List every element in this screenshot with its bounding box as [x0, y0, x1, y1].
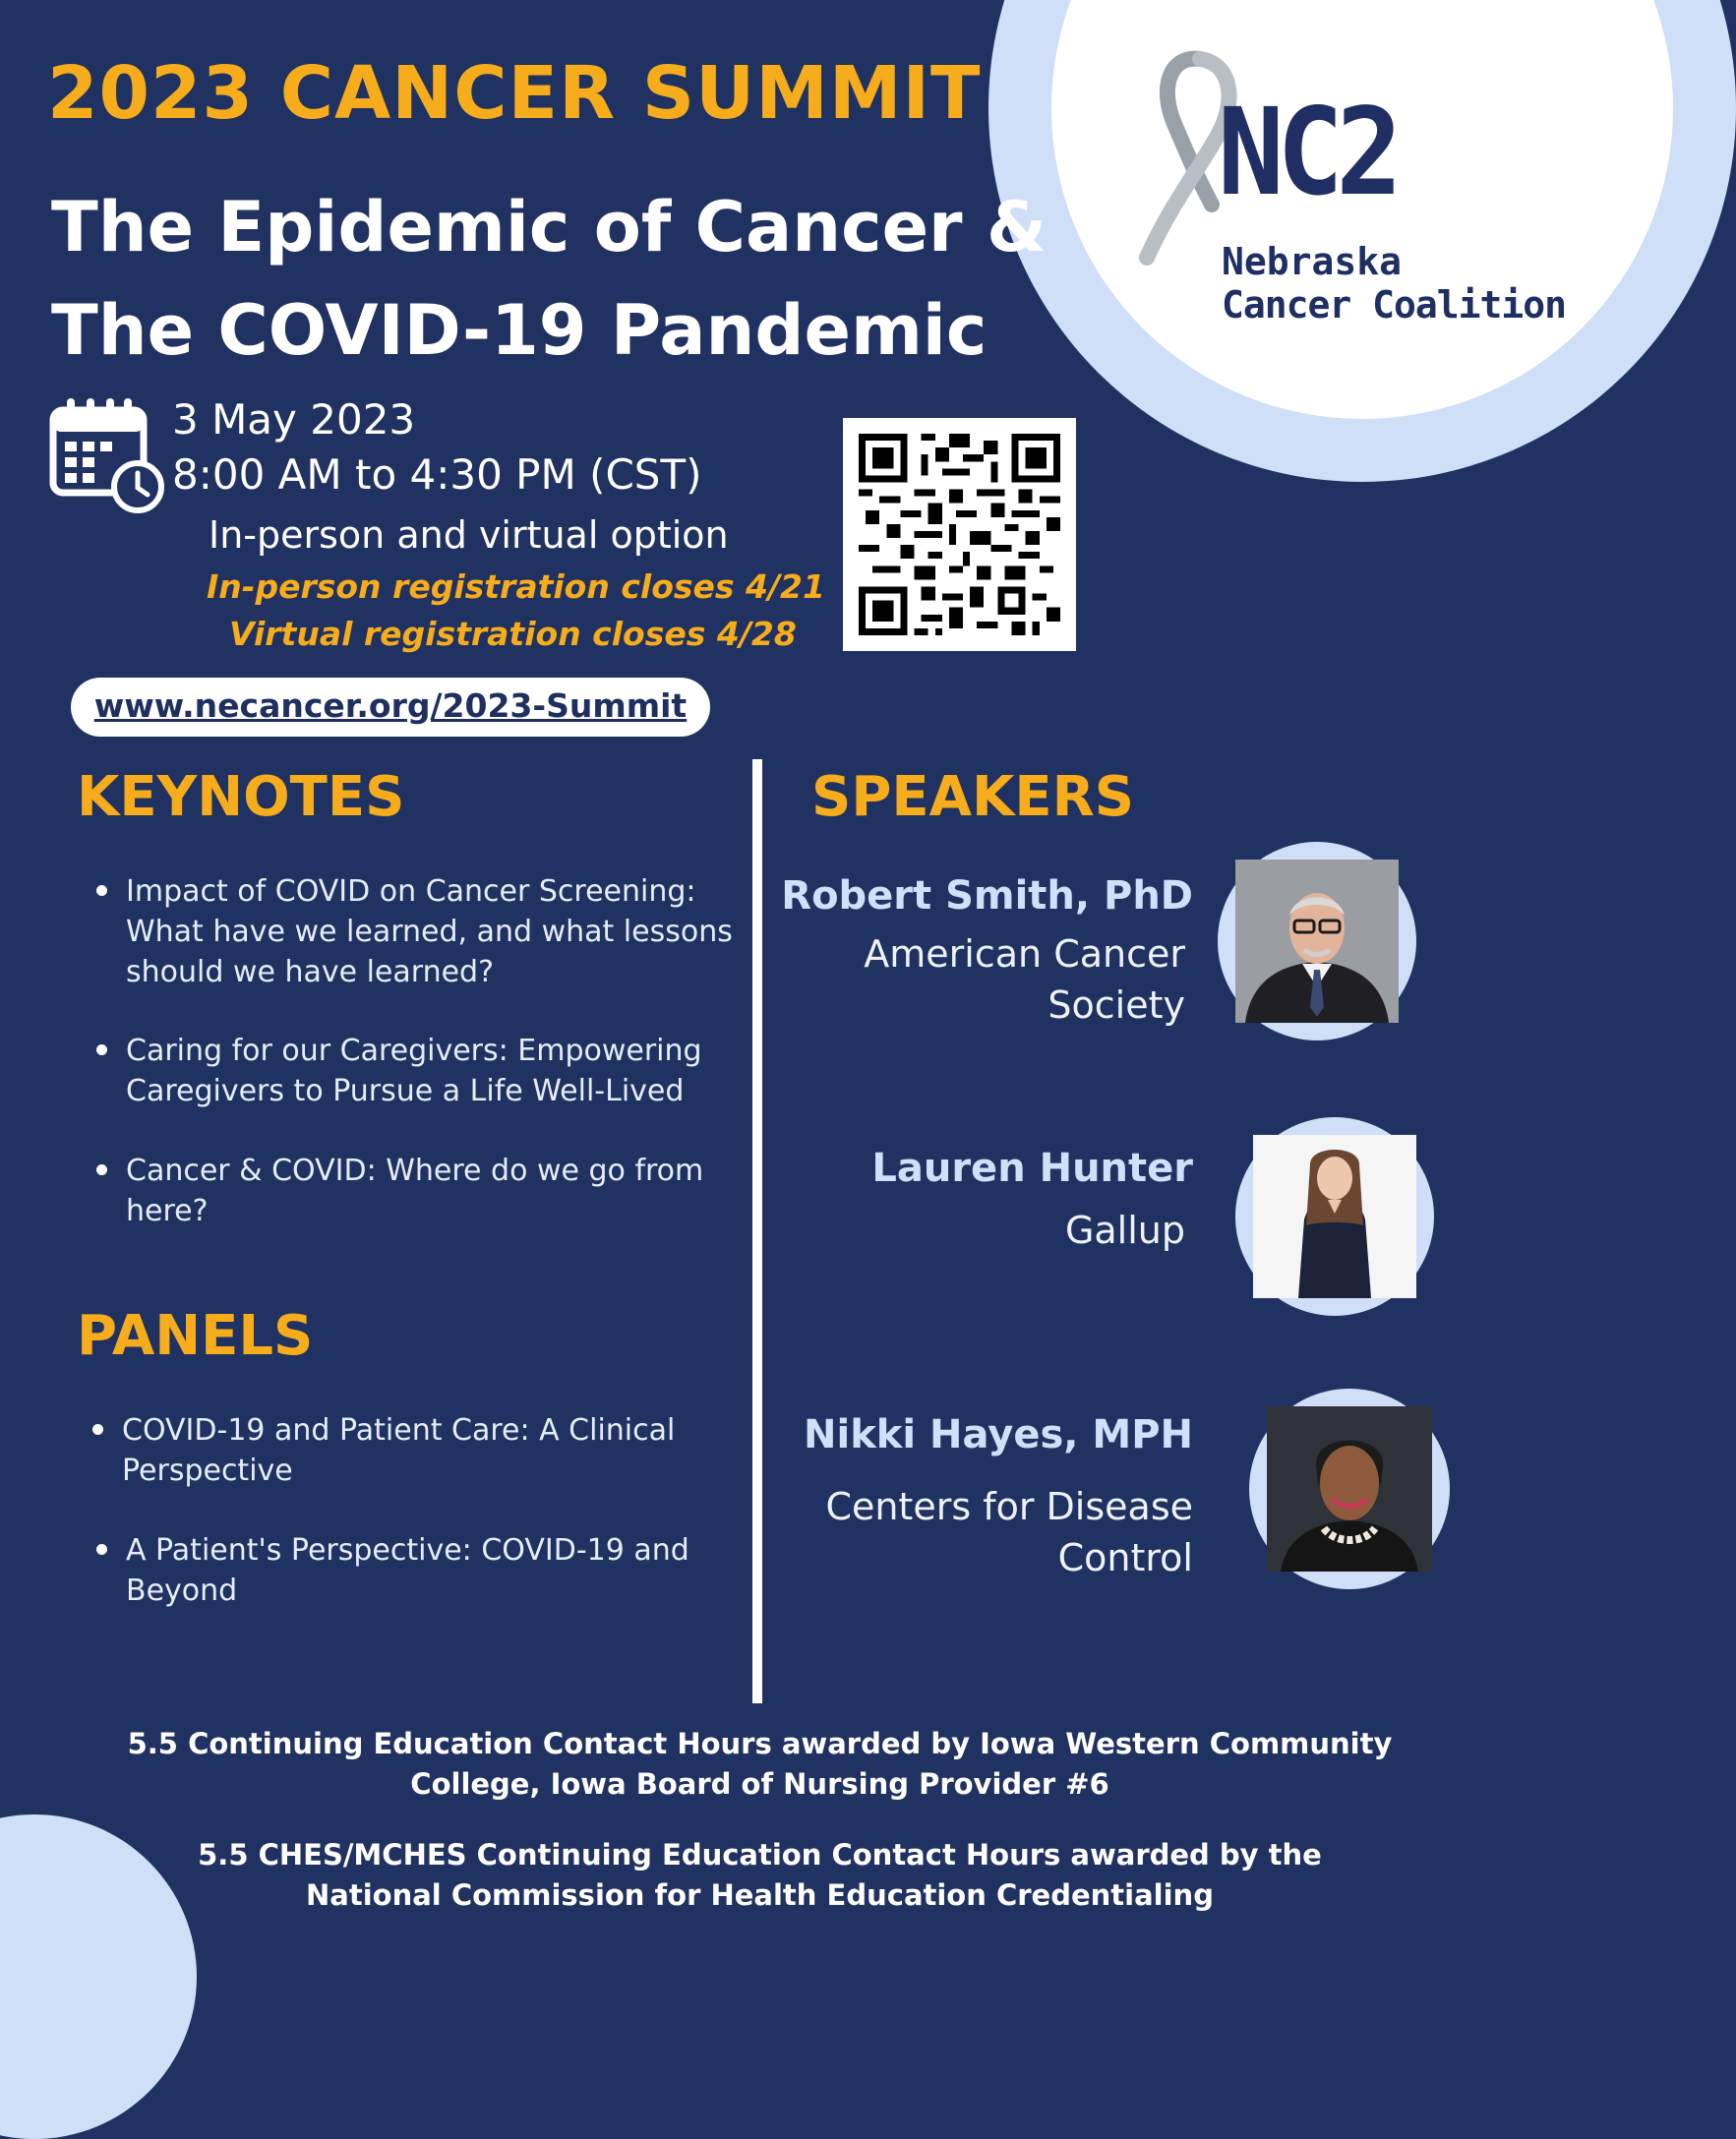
headline-line-1: The Epidemic of Cancer &: [51, 187, 1047, 267]
keynote-item: Cancer & COVID: Where do we go from here?: [126, 1151, 736, 1231]
speaker-organization: [864, 928, 1185, 1031]
logo-org-line2: Cancer Coalition: [1222, 283, 1567, 327]
logo-org-line1: Nebraska: [1222, 240, 1403, 283]
headline-line-2: The COVID-19 Pandemic: [51, 290, 988, 371]
avatar: [1267, 1406, 1432, 1572]
speaker-name: Robert Smith, PhD: [781, 873, 1193, 919]
panel-item: COVID-19 and Patient Care: A Clinical Perspective: [122, 1410, 732, 1491]
event-time: 8:00 AM to 4:30 PM (CST): [172, 450, 702, 499]
summit-title: 2023 CANCER SUMMIT: [47, 51, 982, 136]
speakers-title: SPEAKERS: [811, 765, 1135, 829]
keynotes-title: KEYNOTES: [77, 765, 405, 829]
speaker-name: Nikki Hayes, MPH: [804, 1412, 1193, 1457]
ce-line: National Commission for Health Education Credentialing: [306, 1878, 1214, 1912]
summit-url-link[interactable]: www.necancer.org/2023-Summit: [93, 686, 688, 725]
ce-line: 5.5 Continuing Education Contact Hours awarded by Iowa Western Community: [127, 1727, 1393, 1760]
speaker-organization: [1065, 1205, 1185, 1256]
nc2-logo: [1131, 47, 1567, 342]
avatar: [1235, 860, 1399, 1023]
ce-line: College, Iowa Board of Nursing Provider #6: [410, 1767, 1109, 1801]
continuing-education-note: [0, 1724, 1520, 1805]
virtual-registration-close: Virtual registration closes 4/28: [229, 615, 797, 653]
url-pill: [71, 678, 710, 737]
panel-item: A Patient's Perspective: COVID-19 and Beyond: [126, 1530, 736, 1611]
keynote-item: Impact of COVID on Cancer Screening: What have we learned, and what lessons should we have learned?: [126, 871, 736, 992]
ce-line: 5.5 CHES/MCHES Continuing Education Contact Hours awarded by the: [198, 1838, 1322, 1872]
speaker-org-line: Society: [1048, 983, 1185, 1027]
event-date: 3 May 2023: [172, 395, 416, 444]
avatar: [1253, 1135, 1416, 1298]
speaker-org-line: American Cancer: [864, 932, 1185, 976]
calendar-clock-icon: [49, 396, 165, 512]
speaker-name: Lauren Hunter: [871, 1146, 1193, 1191]
speaker-photo: [1249, 1389, 1450, 1589]
qr-code-icon: [859, 434, 1060, 635]
ches-education-note: [0, 1835, 1520, 1916]
speaker-organization: [825, 1481, 1193, 1583]
column-divider: [752, 759, 762, 1703]
logo-mark: NC2: [1218, 83, 1396, 222]
keynote-item: Caring for our Caregivers: Empowering Caregivers to Pursue a Life Well-Lived: [126, 1031, 736, 1111]
speaker-org-line: Control: [1057, 1536, 1193, 1579]
speaker-photo: [1235, 1117, 1434, 1316]
inperson-registration-close: In-person registration closes 4/21: [207, 567, 825, 606]
panels-title: PANELS: [77, 1304, 314, 1368]
speaker-photo: [1218, 842, 1416, 1040]
speaker-org-line: Gallup: [1064, 1209, 1185, 1252]
speaker-org-line: Centers for Disease: [825, 1485, 1193, 1528]
event-format: In-person and virtual option: [209, 513, 729, 557]
qr-code[interactable]: [843, 418, 1076, 651]
